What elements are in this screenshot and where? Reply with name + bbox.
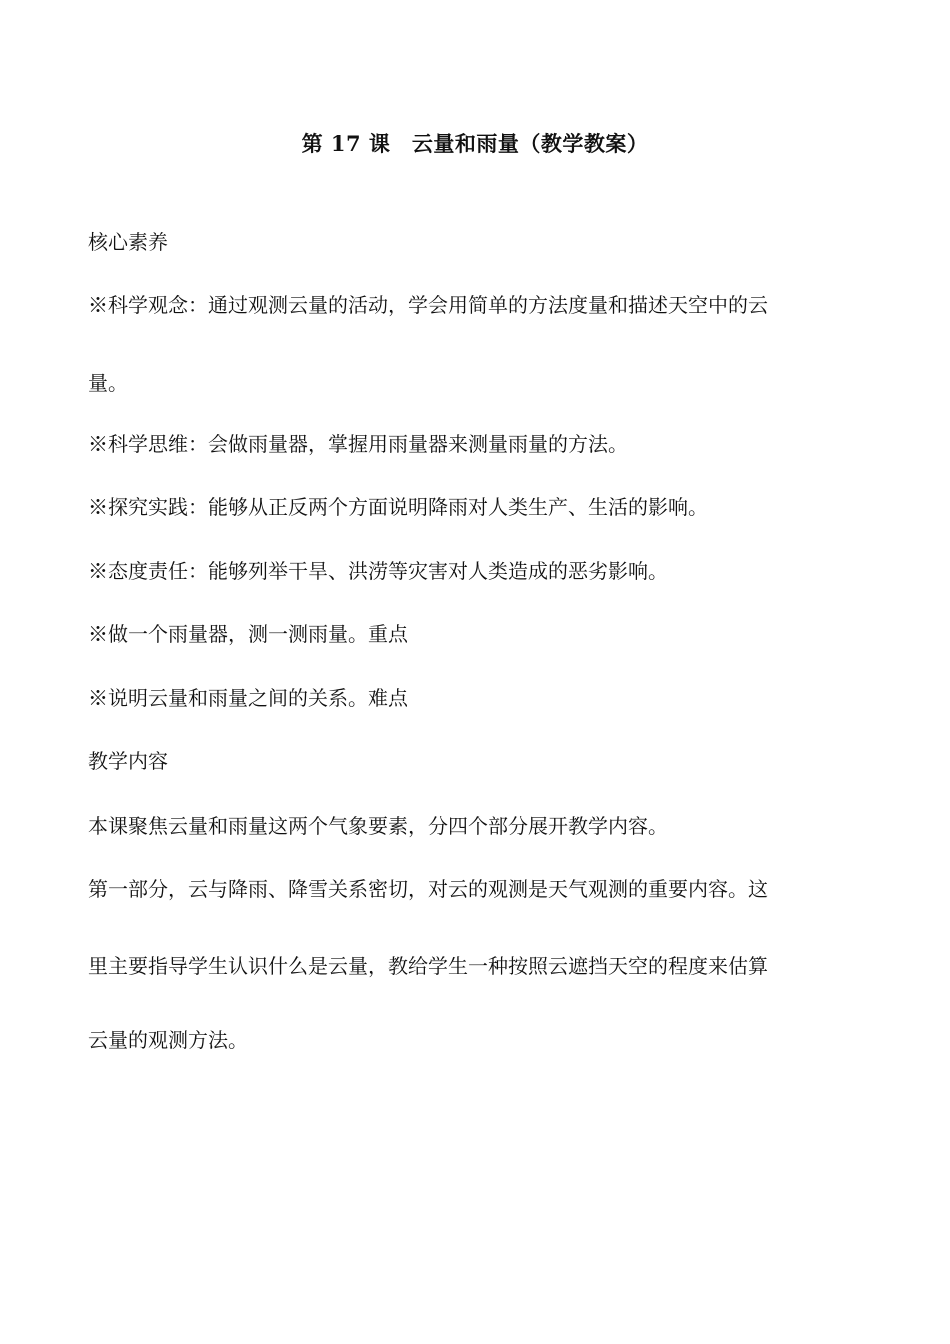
paragraph-line: ※做一个雨量器，测一测雨量。重点 (88, 622, 408, 646)
paragraph-line: ※态度责任：能够列举干旱、洪涝等灾害对人类造成的恶劣影响。 (88, 559, 668, 583)
paragraph-line: ※说明云量和雨量之间的关系。难点 (88, 686, 408, 710)
paragraph-line: 本课聚焦云量和雨量这两个气象要素，分四个部分展开教学内容。 (88, 814, 668, 838)
paragraph-line: 量。 (88, 371, 128, 395)
section-heading-teaching-content: 教学内容 (88, 749, 168, 773)
paragraph-line: 云量的观测方法。 (88, 1028, 248, 1052)
section-heading-core-literacy: 核心素养 (88, 230, 168, 254)
paragraph-line: ※科学思维：会做雨量器，掌握用雨量器来测量雨量的方法。 (88, 432, 628, 456)
page-title: 第 17 课 云量和雨量（教学教案） (301, 131, 649, 156)
paragraph-line: 里主要指导学生认识什么是云量，教给学生一种按照云遮挡天空的程度来估算 (88, 954, 768, 978)
paragraph-line: ※科学观念：通过观测云量的活动，学会用简单的方法度量和描述天空中的云 (88, 293, 768, 317)
paragraph-line: 第一部分，云与降雨、降雪关系密切，对云的观测是天气观测的重要内容。这 (88, 877, 768, 901)
paragraph-line: ※探究实践：能够从正反两个方面说明降雨对人类生产、生活的影响。 (88, 495, 708, 519)
